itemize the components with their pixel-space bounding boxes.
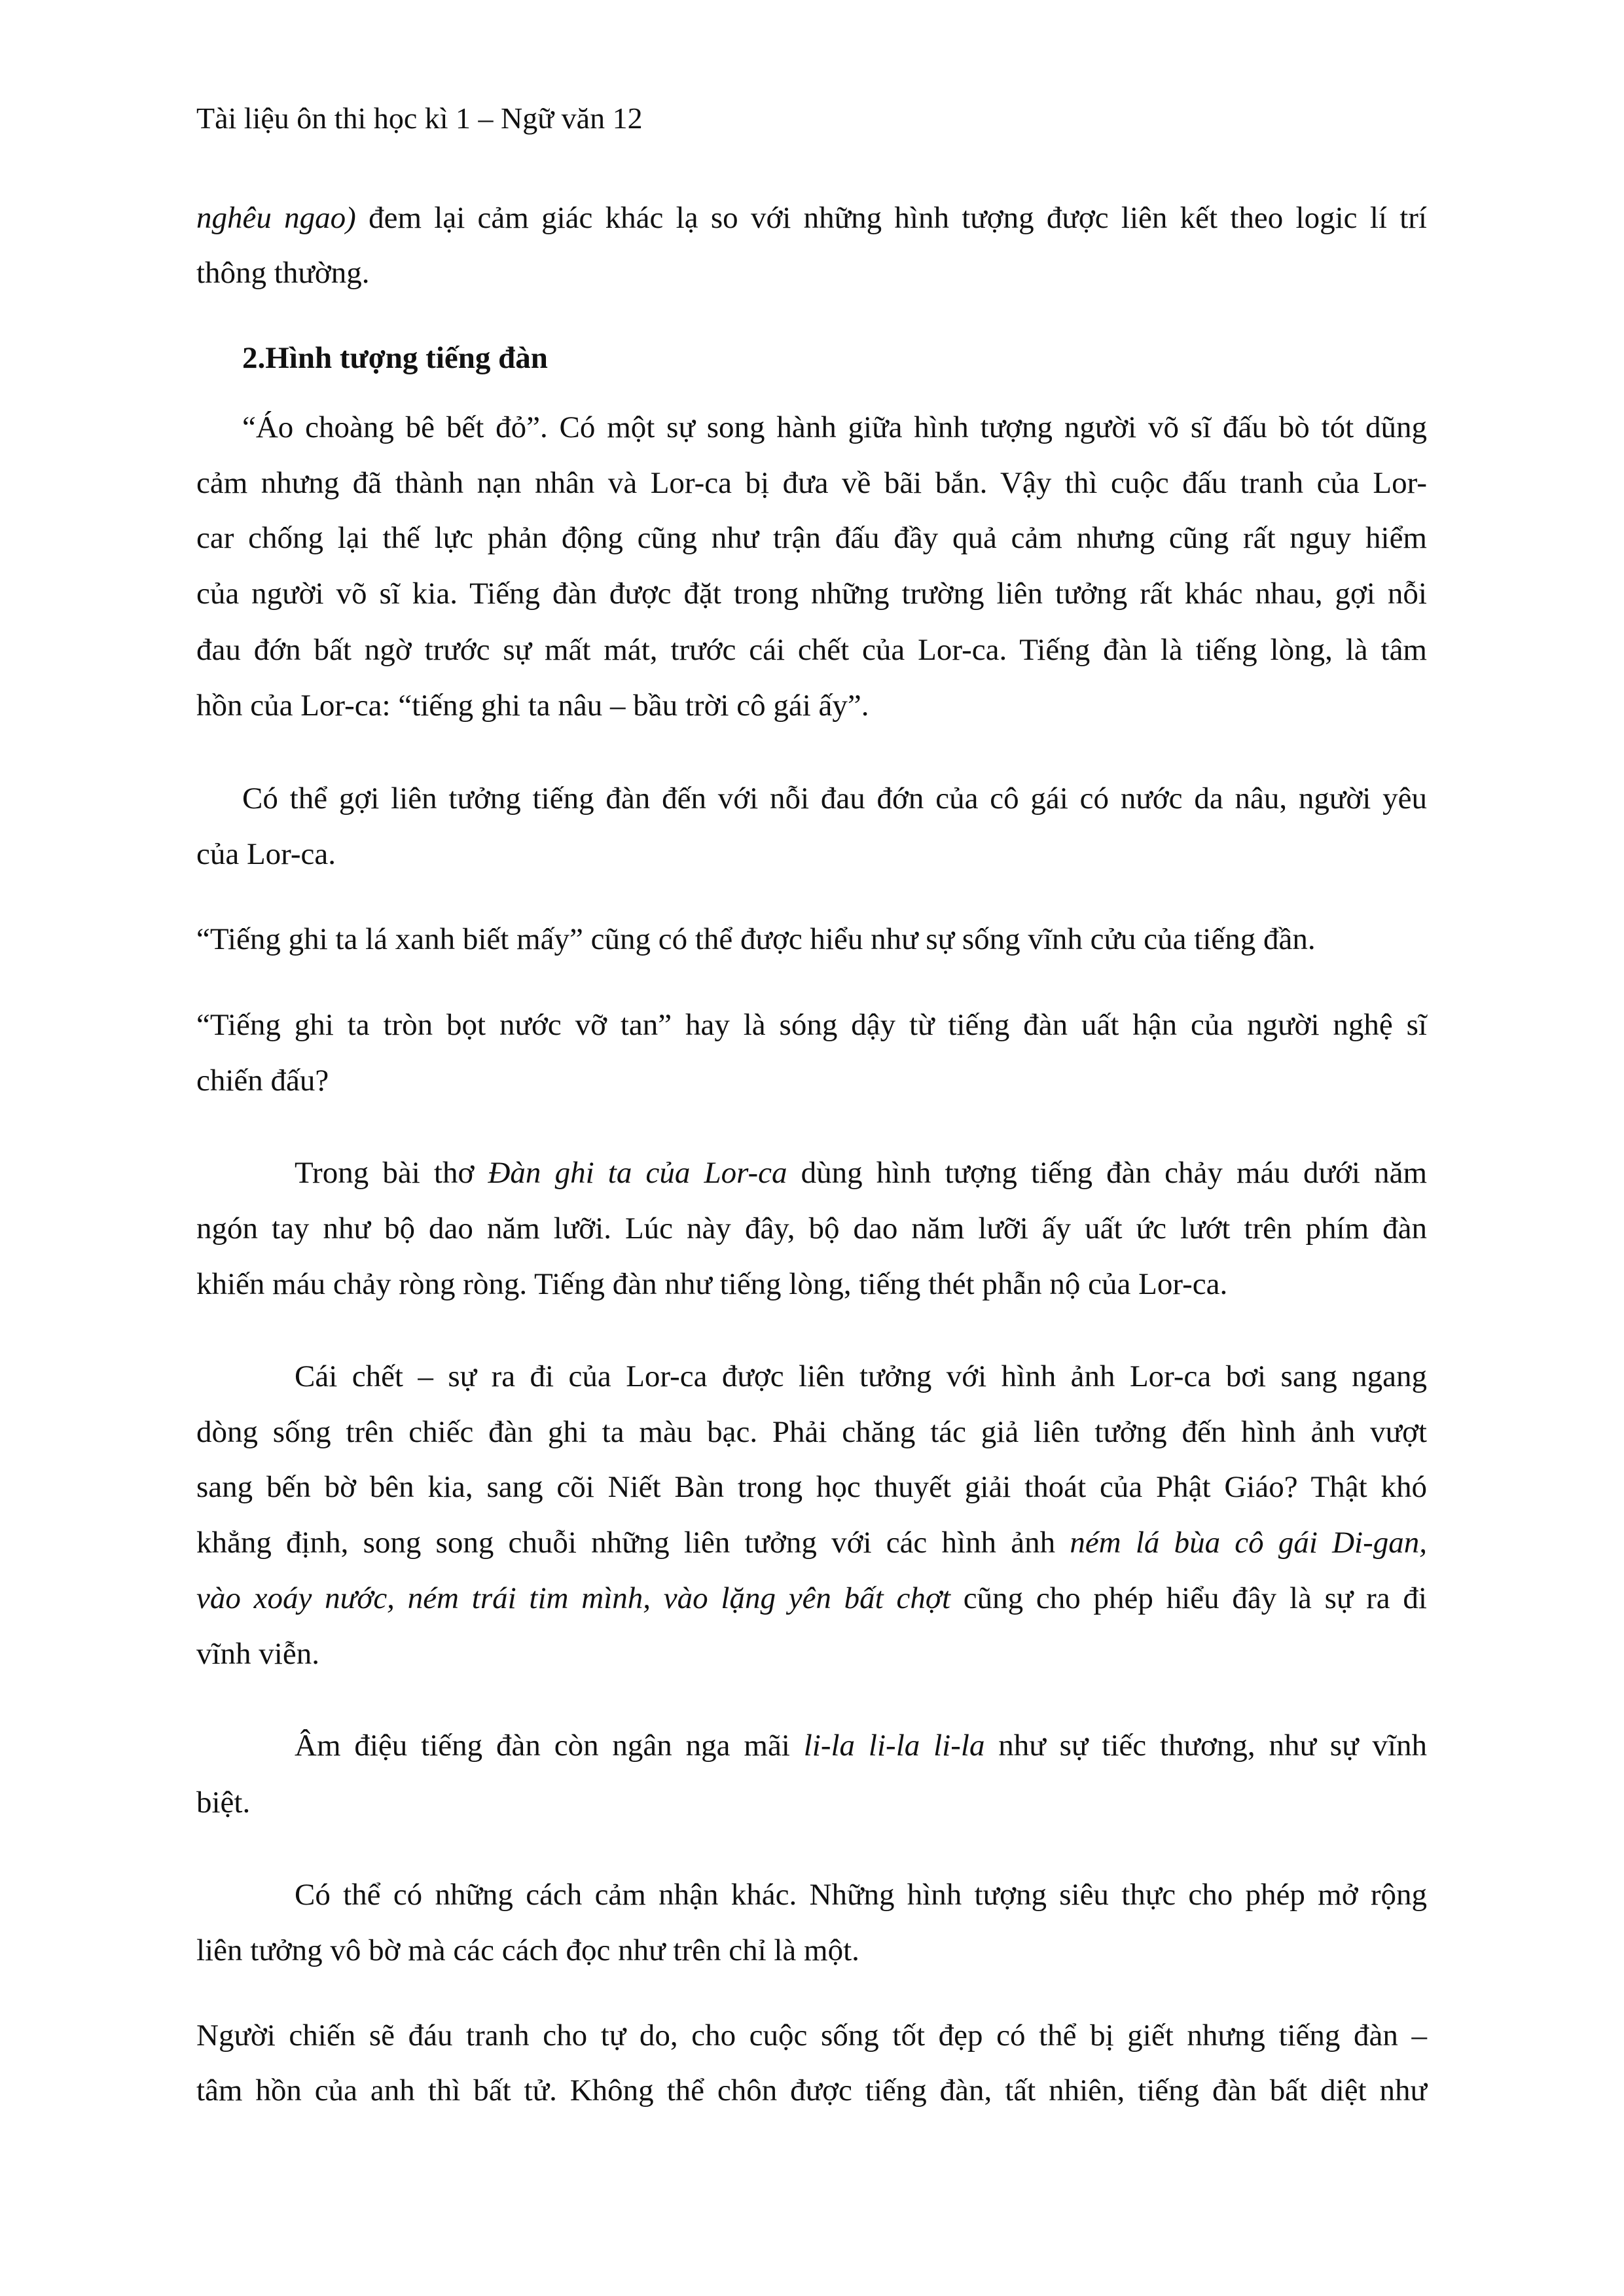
paragraph-line: vào xoáy nước, ném trái tim mình, vào lặng yên bất chợt cũng cho phép hiểu đây là sự ra đi xyxy=(196,1581,1427,1615)
paragraph-line: “Tiếng ghi ta tròn bọt nước vỡ tan” hay là sóng dậy từ tiếng đàn uất hận của người nghệ sĩ xyxy=(196,1008,1427,1042)
paragraph-line: tâm hồn của anh thì bất tử. Không thể chôn được tiếng đàn, tất nhiên, tiếng đàn bất diệt như xyxy=(196,2073,1427,2108)
paragraph-line: dòng sống trên chiếc đàn ghi ta màu bạc. Phải chăng tác giả liên tưởng đến hình ảnh vượt xyxy=(196,1415,1427,1449)
italic-phrase: nghêu ngao) xyxy=(196,201,356,235)
paragraph-line: ngón tay như bộ dao năm lưỡi. Lúc này đây, bộ dao năm lưỡi ấy uất ức lướt trên phím đàn xyxy=(196,1211,1427,1246)
paragraph-line: chiến đấu? xyxy=(196,1064,329,1098)
paragraph-line: nghêu ngao) đem lại cảm giác khác lạ so với những hình tượng được liên kết theo logic lí trí xyxy=(196,201,1427,235)
paragraph-line: biệt. xyxy=(196,1785,251,1820)
paragraph-line: Âm điệu tiếng đàn còn ngân nga mãi li-la li-la li-la như sự tiếc thương, như sự vĩnh xyxy=(295,1729,1427,1763)
paragraph-line: Có thể có những cách cảm nhận khác. Những hình tượng siêu thực cho phép mở rộng xyxy=(295,1878,1427,1912)
paragraph-line: liên tưởng vô bờ mà các cách đọc như trên chỉ là một. xyxy=(196,1933,859,1967)
paragraph-line: khẳng định, song song chuỗi những liên tưởng với các hình ảnh ném lá bùa cô gái Di-gan, xyxy=(196,1526,1427,1560)
paragraph-line: của người võ sĩ kia. Tiếng đàn được đặt trong những trường liên tưởng rất khác nhau, gợi nỗi xyxy=(196,577,1427,611)
paragraph-line: thông thường. xyxy=(196,256,370,290)
paragraph-line: khiến máu chảy ròng ròng. Tiếng đàn như tiếng lòng, tiếng thét phẫn nộ của Lor-ca. xyxy=(196,1267,1228,1301)
paragraph-line: Có thể gợi liên tưởng tiếng đàn đến với nỗi đau đớn của cô gái có nước da nâu, người yêu xyxy=(242,781,1427,816)
paragraph-line: “Tiếng ghi ta lá xanh biết mấy” cũng có thể được hiểu như sự sống vĩnh cửu của tiếng đần. xyxy=(196,922,1316,956)
paragraph-line: của Lor-ca. xyxy=(196,837,336,871)
italic-phrase: ném lá bùa cô gái Di-gan, xyxy=(1070,1526,1427,1560)
paragraph-line: “Áo choàng bê bết đỏ”. Có một sự song hành giữa hình tượng người võ sĩ đấu bò tót dũng xyxy=(242,410,1427,444)
paragraph-line: hồn của Lor-ca: “tiếng ghi ta nâu – bầu trời cô gái ấy”. xyxy=(196,689,869,723)
paragraph-line: car chống lại thế lực phản động cũng như trận đấu đầy quả cảm nhưng cũng rất nguy hiểm xyxy=(196,521,1427,555)
paragraph-line: Cái chết – sự ra đi của Lor-ca được liên tưởng với hình ảnh Lor-ca bơi sang ngang xyxy=(295,1359,1427,1393)
italic-phrase: li-la li-la li-la xyxy=(803,1729,985,1763)
paragraph-line: sang bến bờ bên kia, sang cõi Niết Bàn trong học thuyết giải thoát của Phật Giáo? Thật khó xyxy=(196,1470,1427,1504)
paragraph-line: Người chiến sẽ đáu tranh cho tự do, cho cuộc sống tốt đẹp có thể bị giết nhưng tiếng đàn – xyxy=(196,2018,1427,2053)
italic-phrase: vào xoáy nước, ném trái tim mình, vào lặng yên bất chợt xyxy=(196,1581,951,1615)
paragraph-line: cảm nhưng đã thành nạn nhân và Lor-ca bị đưa về bãi bắn. Vậy thì cuộc đấu tranh của Lor- xyxy=(196,466,1427,500)
paragraph-line: đau đớn bất ngờ trước sự mất mát, trước cái chết của Lor-ca. Tiếng đàn là tiếng lòng, là tâm xyxy=(196,633,1427,667)
paragraph-line: vĩnh viễn. xyxy=(196,1637,319,1671)
paragraph-line: Trong bài thơ Đàn ghi ta của Lor-ca dùng hình tượng tiếng đàn chảy máu dưới năm xyxy=(295,1156,1428,1190)
page-header: Tài liệu ôn thi học kì 1 – Ngữ văn 12 xyxy=(196,101,643,135)
section-heading: 2.Hình tượng tiếng đàn xyxy=(242,341,548,375)
italic-title: Đàn ghi ta của Lor-ca xyxy=(488,1156,787,1190)
